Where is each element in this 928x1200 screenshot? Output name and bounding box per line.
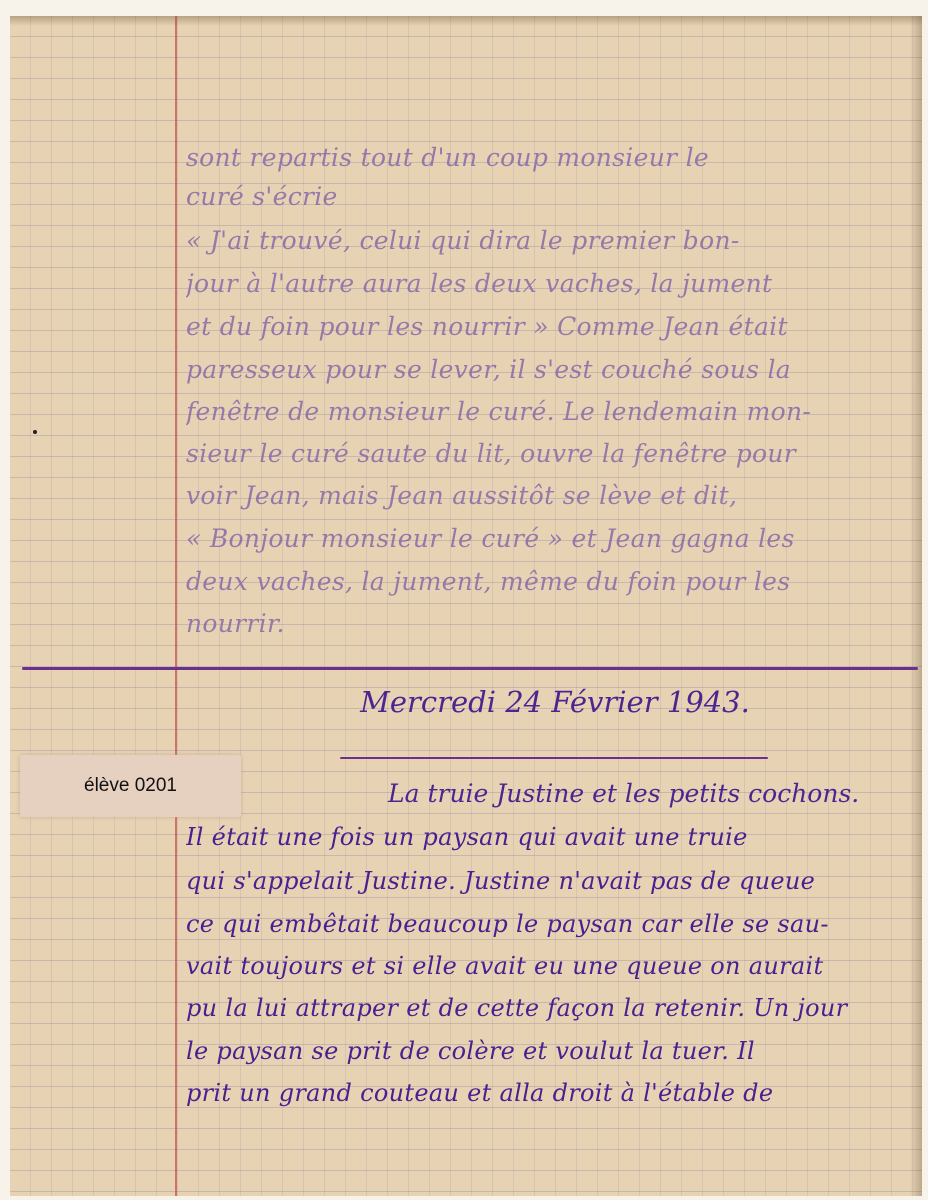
- text-line: prit un grand couteau et alla droit à l'étable de: [186, 1079, 774, 1107]
- text-line: vait toujours et si elle avait eu une queue on aurait: [186, 952, 824, 980]
- text-line: pu la lui attraper et de cette façon la retenir. Un jour: [186, 994, 848, 1022]
- text-line: le paysan se prit de colère et voulut la tuer. Il: [186, 1037, 755, 1065]
- text-line: sont repartis tout d'un coup monsieur le: [186, 143, 709, 172]
- text-line: ce qui embêtait beaucoup le paysan car elle se sau-: [186, 910, 829, 938]
- story-title: La truie Justine et les petits cochons.: [388, 779, 860, 808]
- text-line: qui s'appelait Justine. Justine n'avait pas de queue: [186, 867, 816, 895]
- handwriting-section-2: [10, 16, 922, 1196]
- text-line: voir Jean, mais Jean aussitôt se lève et dit,: [186, 481, 738, 510]
- student-id-label: élève 0201: [20, 755, 241, 817]
- date-heading: Mercredi 24 Février 1943.: [360, 685, 750, 719]
- text-line: jour à l'autre aura les deux vaches, la jument: [186, 269, 773, 298]
- text-line: « J'ai trouvé, celui qui dira le premier bon-: [186, 226, 740, 255]
- text-line: curé s'écrie: [186, 182, 338, 211]
- text-line: fenêtre de monsieur le curé. Le lendemain mon-: [186, 397, 812, 426]
- text-line: sieur le curé saute du lit, ouvre la fenêtre pour: [186, 439, 797, 468]
- text-line: et du foin pour les nourrir » Comme Jean était: [186, 312, 788, 341]
- text-line: paresseux pour se lever, il s'est couché sous la: [186, 355, 791, 384]
- text-line: Il était une fois un paysan qui avait une truie: [186, 823, 748, 851]
- text-line: « Bonjour monsieur le curé » et Jean gagna les: [186, 524, 795, 553]
- text-line: nourrir.: [186, 609, 285, 638]
- text-line: deux vaches, la jument, même du foin pour les: [186, 567, 791, 596]
- notebook-page: [10, 16, 922, 1196]
